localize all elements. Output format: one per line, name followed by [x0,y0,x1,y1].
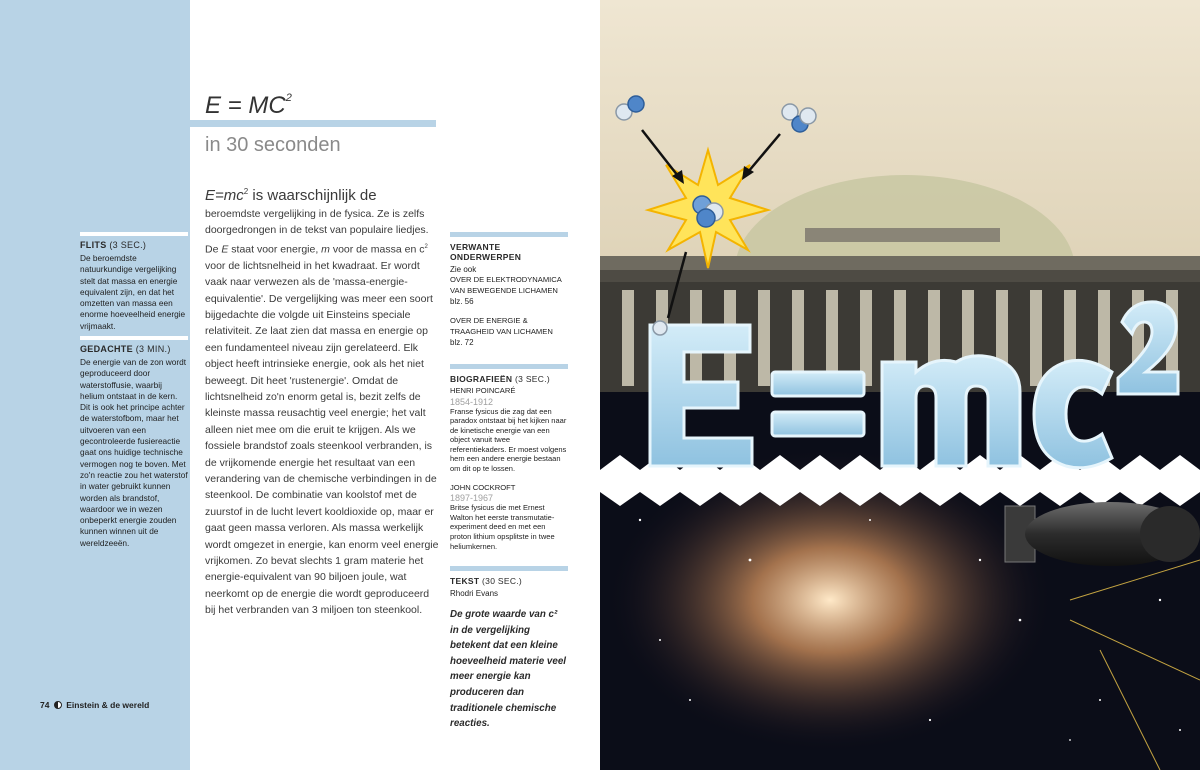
page-title: $E = MC^2$ [205,92,292,119]
title-rule [190,120,436,127]
related-item-title: OVER DE ENERGIE & TRAAGHEID VAN LICHAMEN [450,316,553,336]
bio-name: JOHN COCKROFT [450,482,516,492]
pull-quote: De grote waarde van c² in de vergelijking betekent dat een kleine hoeveelheid materie veel meer energie kan produceren dan traditionele chemische reacties. [450,609,566,730]
page-number: 74 [40,700,50,710]
section-name: Einstein & de wereld [66,700,150,710]
illustration [600,0,1200,770]
main-article: $E=mc^2$ is waarschijnlijk de beroemdste vergelijking in de fysica. Ze is zelfs doorgedrongen in de tekst van populaire liedjes. De E staat voor energie, m voor de massa en $c^2$ voor de lichtsnelheid in het kwadraat. Er wordt vaak naar verwezen als de 'massa-energie-equivalentie'. De vergelijking was meer een soort bijgedachte die volgde uit Einsteins speciale relativiteit. Ze laat zien dat massa en energie op een fundamenteel niveau zijn gerelateerd. Elk object heeft intrinsieke energie, ook als het niet beweegt. Dit heet 'rustenergie'. Omdat de lichtsnelheid zo'n enorm getal is, bezit zelfs de kleinste massa reusachtig veel energie; het valt alleen niet mee om die eruit te krijgen. Als we fossiele brandstof zoals steenkool verbranden, is de vrijkomende energie het resultaat van een verandering van de chemische verbindingen in de steenkool. De combinatie van koolstof met de zuurstof in de lucht levert kooldioxide op, maar er gaat geen massa verloren. Als massa werkelijk wordt omgezet in energie, kan enorm veel energie vrijkomen. Zo bevat slechts 1 gram materie het energie-equivalent van 90 biljoen joule, wat neerkomt op de energie die wordt geproduceerd bij het verbranden van 3 miljoen ton steenkool. [205,187,439,617]
related-item-page: blz. 56 [450,297,474,306]
flits-section [80,232,188,332]
divider [450,232,568,237]
bio-text: Britse fysicus die met Ernest Walton het eerste transmutatie-experiment deed en met een proton lithium opsplitste in twee heliumkernen. [450,503,555,551]
page-folio [40,700,149,710]
gedachte-text: De energie van de zon wordt geproduceerd door waterstoffusie, waarbij helium ontstaat in de kern. Dit is ook het principe achter de waterstofbom, maar het uitvoeren van een gecontroleerde fusiereactie gaat ons huidige technische vermogen nog te boven. Met zo'n reactie zou het waterstof in water gebruikt kunnen worden als brandstof, waardoor we in wezen onbeperkt energie zouden kunnen winnen uit de wereldzeeën. [80,357,188,548]
related-item-page: blz. 72 [450,338,474,347]
flits-heading: FLITS (3 SEC.) [80,240,147,250]
bio-text: Franse fysicus die zag dat een paradox ontstaat bij het kijken naar de kinetische energie van een object vanuit twee referentiekaders. Er moest volgens hem een andere energie bestaan om dit op te lossen. [450,406,567,474]
illustration-svg [600,0,1200,770]
divider [450,566,568,571]
related-heading: VERWANTE ONDERWERPEN [450,242,522,262]
bios-heading: BIOGRAFIEËN (3 SEC.) [450,374,551,384]
tekst-section [450,566,568,732]
related-item-title: OVER DE ELEKTRODYNAMICA VAN BEWEGENDE LICHAMEN [450,275,562,295]
related-section [450,232,568,348]
gedachte-section [80,336,188,549]
page-subtitle: in 30 seconden [205,134,341,156]
divider [80,232,188,236]
atom-icon [653,321,667,335]
author-name: Rhodri Evans [450,589,499,598]
flits-text: De beroemdste natuurkundige vergelijking stelt dat massa en energie equivalent zijn, en dat het omzetten van massa een enorme hoeveelheid energie vrijmaakt. [80,253,186,331]
see-also-label: Zie ook [450,265,477,274]
sidebar-column [0,0,190,770]
divider [450,364,568,369]
gedachte-heading: GEDACHTE (3 MIN.) [80,344,171,354]
tekst-heading: TEKST (30 SEC.) [450,576,523,586]
bios-section [450,364,568,551]
bomb-icon [1005,502,1200,566]
divider [80,336,188,340]
bio-years: 1854-1912 [450,396,494,407]
bio-years: 1897-1967 [450,493,494,504]
lead-text: $E=mc^2$ is waarschijnlijk de [205,187,377,204]
half-circle-icon [54,701,62,709]
bio-name: HENRI POINCARÉ [450,386,516,395]
